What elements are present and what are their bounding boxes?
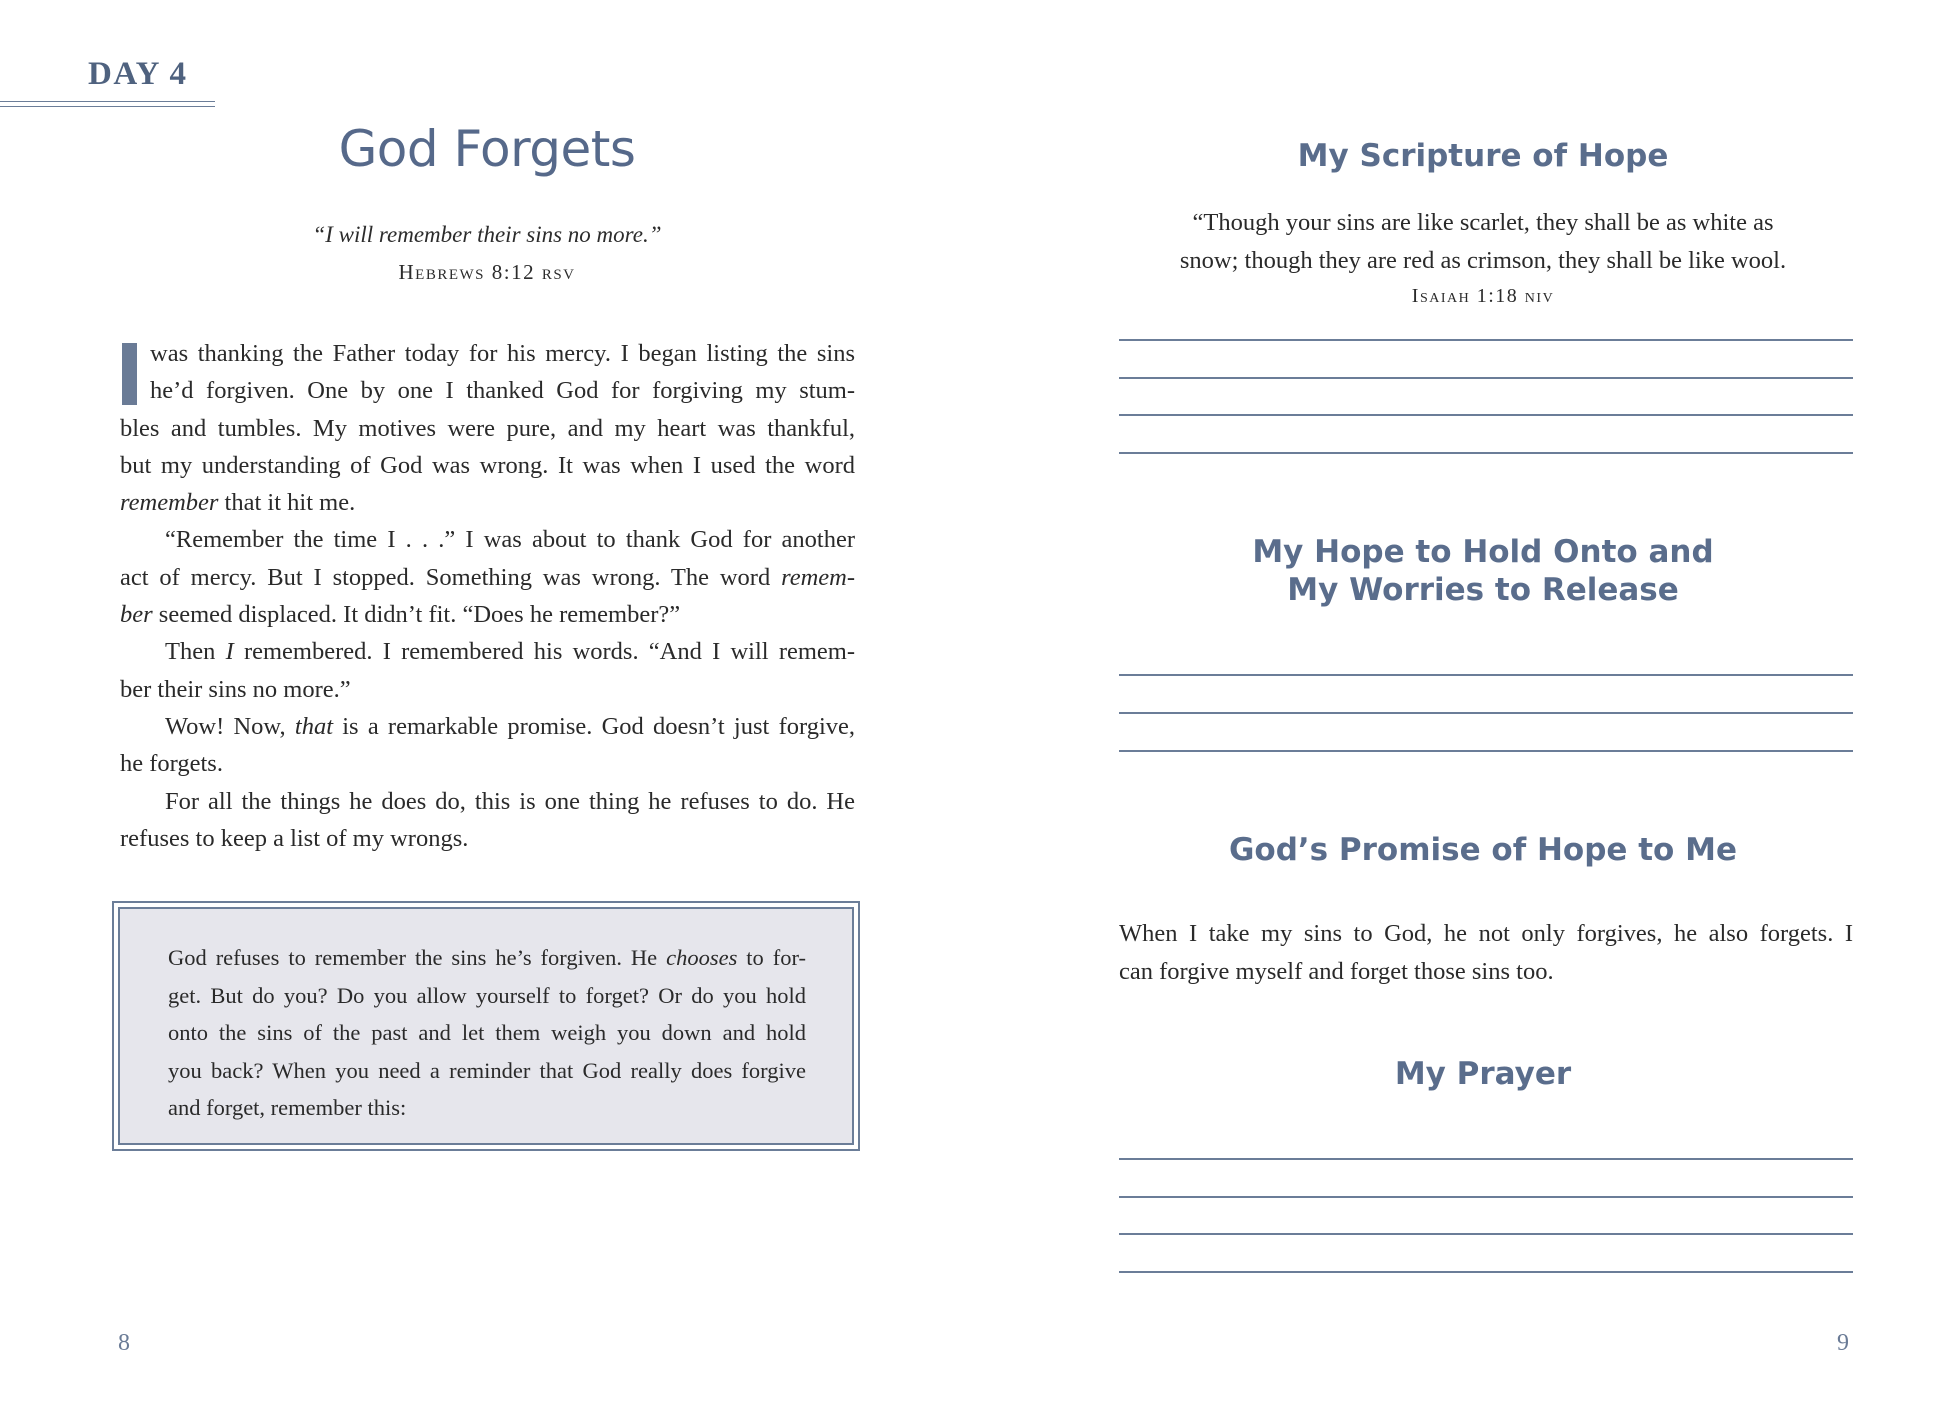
day-label: DAY 4: [88, 56, 188, 92]
scripture-quote: [1113, 204, 1853, 279]
promise-text: [1119, 915, 1853, 990]
reflection-callout-box: [112, 901, 860, 1151]
scripture-reference: Isaiah 1:18 niv: [1411, 285, 1555, 307]
writing-line[interactable]: [1119, 1271, 1853, 1273]
body-line: [120, 596, 855, 633]
body-line: For all the things he does do, this is one thing he refuses to do. He: [165, 787, 855, 815]
writing-line[interactable]: [1119, 377, 1853, 379]
body-line: [120, 559, 855, 596]
body-paragraph-3: [120, 633, 855, 708]
body-text-run: seemed displaced. It didn’t fit. “Does he remember?”: [152, 601, 681, 629]
writing-line[interactable]: [1119, 750, 1853, 752]
body-line: [120, 633, 855, 670]
epigraph-reference: Hebrews 8:12 rsv: [398, 260, 576, 284]
body-text-run: remembered. I remembered his words. “And I will remem-: [233, 638, 855, 666]
body-paragraph-2: [120, 521, 855, 633]
body-paragraph-5: [120, 783, 855, 858]
page-title: God Forgets: [338, 120, 636, 178]
scripture-line: “Though your sins are like scarlet, they shall be as white as: [1192, 209, 1774, 236]
day-label-underline: [0, 101, 215, 107]
page-number-left: 8: [118, 1330, 130, 1356]
promise-line: can forgive myself and forget those sins too.: [1119, 957, 1554, 985]
italic-word: remember: [120, 489, 219, 517]
body-line: he forgets.: [120, 750, 223, 778]
body-text-run: act of mercy. But I stopped. Something was wrong. The word: [120, 563, 782, 591]
body-line: was thanking the Father today for his mercy. I began listing the sins: [150, 340, 855, 367]
italic-word: chooses: [666, 945, 738, 970]
callout-line: and forget, remember this:: [168, 1095, 407, 1120]
body-line: [120, 708, 855, 745]
callout-line: get. But do you? Do you allow yourself to forget? Or do you hold: [168, 982, 806, 1008]
writing-line[interactable]: [1119, 452, 1853, 454]
body-line: but my understanding of God was wrong. It was when I used the word: [120, 451, 855, 479]
callout-text-run: to for-: [737, 945, 807, 970]
right-page: [973, 0, 1946, 1415]
writing-line[interactable]: [1119, 712, 1853, 714]
reflection-callout-text: [118, 907, 854, 1145]
body-line: ber their sins no more.”: [120, 675, 351, 703]
hope-and-worries-heading: [1113, 533, 1853, 609]
devotional-body: [120, 335, 855, 857]
my-prayer-heading: My Prayer: [1394, 1056, 1572, 1092]
writing-line[interactable]: [1119, 674, 1853, 676]
italic-word: that: [294, 712, 334, 740]
body-paragraph-4: [120, 708, 855, 783]
body-text-run: is a remarkable promise. God doesn’t just forgive,: [333, 712, 855, 740]
callout-line: [168, 939, 806, 977]
italic-word: ber: [120, 601, 153, 629]
callout-line: onto the sins of the past and let them weigh you down and hold: [168, 1020, 806, 1045]
writing-line[interactable]: [1119, 1196, 1853, 1198]
page-number-right: 9: [1837, 1330, 1849, 1356]
body-text-run: Then: [165, 638, 226, 666]
scripture-of-hope-heading: My Scripture of Hope: [1297, 138, 1669, 174]
body-text-run: Wow! Now,: [165, 712, 295, 740]
body-line: [120, 484, 855, 521]
body-line: bles and tumbles. My motives were pure, and my heart was thankful,: [120, 414, 855, 442]
writing-line[interactable]: [1119, 1233, 1853, 1235]
epigraph-quote: “I will remember their sins no more.”: [312, 222, 662, 247]
promise-of-hope-heading: God’s Promise of Hope to Me: [1228, 832, 1738, 868]
heading-line: My Worries to Release: [1287, 572, 1679, 608]
callout-line: you back? When you need a reminder that God really does forgive: [168, 1057, 806, 1083]
callout-text-run: God refuses to remember the sins he’s forgiven. He: [168, 945, 667, 970]
writing-line[interactable]: [1119, 1158, 1853, 1160]
heading-line: My Hope to Hold Onto and: [1252, 534, 1714, 570]
drop-cap-letter-i: [122, 343, 137, 405]
writing-line[interactable]: [1119, 414, 1853, 416]
body-text-run: that it hit me.: [218, 489, 356, 517]
promise-line: When I take my sins to God, he not only forgives, he also forgets. I: [1119, 920, 1853, 947]
body-line: he’d forgiven. One by one I thanked God for forgiving my stum-: [150, 377, 855, 405]
body-line: refuses to keep a list of my wrongs.: [120, 824, 469, 852]
body-line: “Remember the time I . . .” I was about to thank God for another: [165, 526, 855, 554]
italic-word: remem-: [781, 563, 855, 591]
scripture-line: snow; though they are red as crimson, they shall be like wool.: [1179, 246, 1787, 274]
body-paragraph-1: [120, 335, 855, 521]
italic-word: I: [225, 638, 234, 666]
writing-line[interactable]: [1119, 339, 1853, 341]
